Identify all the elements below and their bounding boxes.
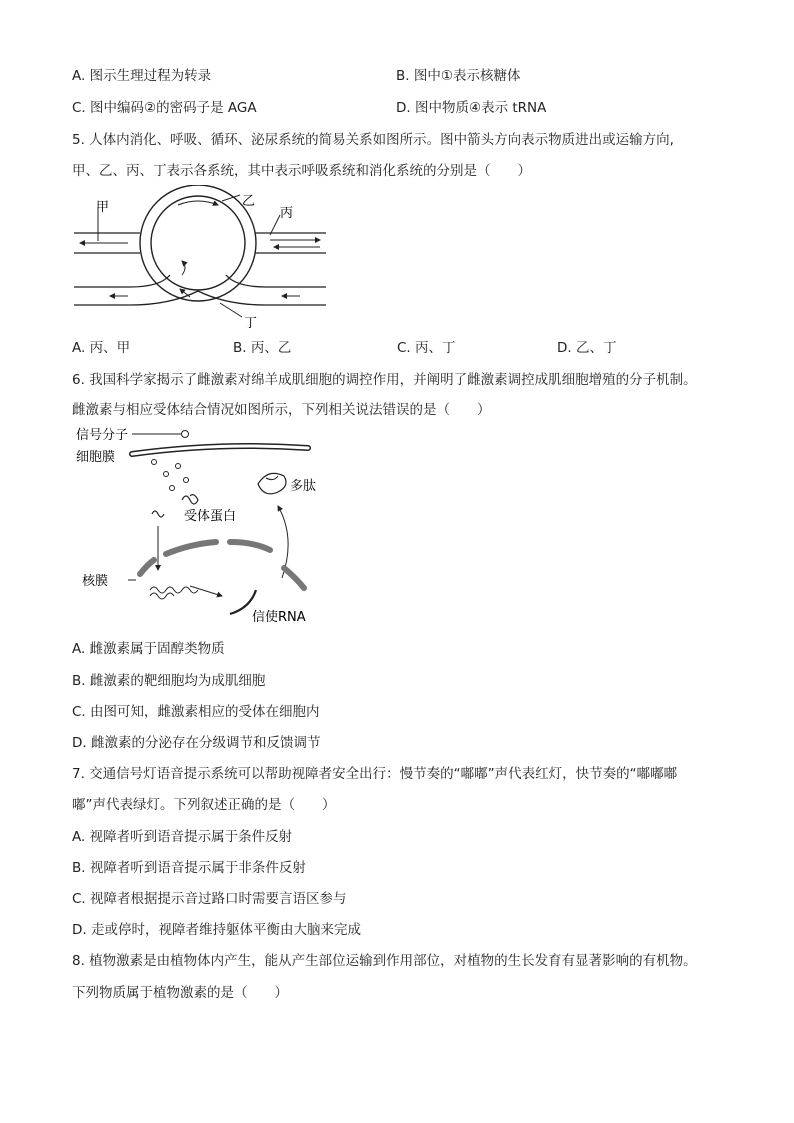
q5-option-d: D. 乙、丁 xyxy=(557,340,617,356)
q6-label-nuclear: 核膜 xyxy=(82,574,109,589)
q4-option-c: C. 图中编码②的密码子是 AGA xyxy=(72,100,257,116)
q5-option-a: A. 丙、甲 xyxy=(72,340,131,356)
q6-option-d: D. 雌激素的分泌存在分级调节和反馈调节 xyxy=(72,735,321,751)
q6-option-a: A. 雌激素属于固醇类物质 xyxy=(72,641,225,657)
q6-label-receptor: 受体蛋白 xyxy=(184,509,237,524)
q5-stem-line1: 5. 人体内消化、呼吸、循环、泌尿系统的简易关系如图所示。图中箭头方向表示物质进出或运输方向, xyxy=(72,132,674,148)
q7-option-d: D. 走或停时，视障者维持躯体平衡由大脑来完成 xyxy=(72,922,361,938)
q6-stem-line1: 6. 我国科学家揭示了雌激素对绵羊成肌细胞的调控作用，并阐明了雌激素调控成肌细胞增殖的分子机制。 xyxy=(72,372,697,388)
q8-stem-line1: 8. 植物激素是由植物体内产生，能从产生部位运输到作用部位，对植物的生长发育有显著影响的有机物。 xyxy=(72,953,697,969)
q5-label-yi: 乙 xyxy=(242,194,256,209)
q6-label-membrane: 细胞膜 xyxy=(76,450,116,465)
q7-option-b: B. 视障者听到语音提示属于非条件反射 xyxy=(72,860,306,876)
q5-figure xyxy=(70,185,330,330)
q4-option-b: B. 图中①表示核糖体 xyxy=(396,68,521,84)
q5-option-b: B. 丙、乙 xyxy=(233,340,292,356)
q5-label-jia: 甲 xyxy=(96,200,110,215)
q6-stem-line2: 雌激素与相应受体结合情况如图所示，下列相关说法错误的是（ ） xyxy=(72,402,491,418)
q5-option-c: C. 丙、丁 xyxy=(397,340,456,356)
q7-option-c: C. 视障者根据提示音过路口时需要言语区参与 xyxy=(72,891,347,907)
q6-option-b: B. 雌激素的靶细胞均为成肌细胞 xyxy=(72,673,266,689)
q4-option-a: A. 图示生理过程为转录 xyxy=(72,68,212,84)
q5-stem-line2: 甲、乙、丙、丁表示各系统，其中表示呼吸系统和消化系统的分别是（ ） xyxy=(72,163,531,179)
q7-stem-line1: 7. 交通信号灯语音提示系统可以帮助视障者安全出行：慢节奏的“嘟嘟”声代表红灯，快节奏的“嘟嘟嘟 xyxy=(72,766,678,782)
q5-label-bing: 丙 xyxy=(280,206,294,221)
q6-label-signal: 信号分子 xyxy=(76,428,129,443)
q7-stem-line2: 嘟”声代表绿灯。下列叙述正确的是（ ） xyxy=(72,797,336,813)
q5-label-ding: 丁 xyxy=(244,316,258,330)
q6-figure xyxy=(70,422,350,627)
q6-label-mrna: 信使RNA xyxy=(252,610,306,625)
q4-option-d: D. 图中物质④表示 tRNA xyxy=(396,100,547,116)
q8-stem-line2: 下列物质属于植物激素的是（ ） xyxy=(72,985,288,1001)
q6-option-c: C. 由图可知，雌激素相应的受体在细胞内 xyxy=(72,704,320,720)
q6-label-peptide: 多肽 xyxy=(290,479,317,494)
q7-option-a: A. 视障者听到语音提示属于条件反射 xyxy=(72,829,293,845)
